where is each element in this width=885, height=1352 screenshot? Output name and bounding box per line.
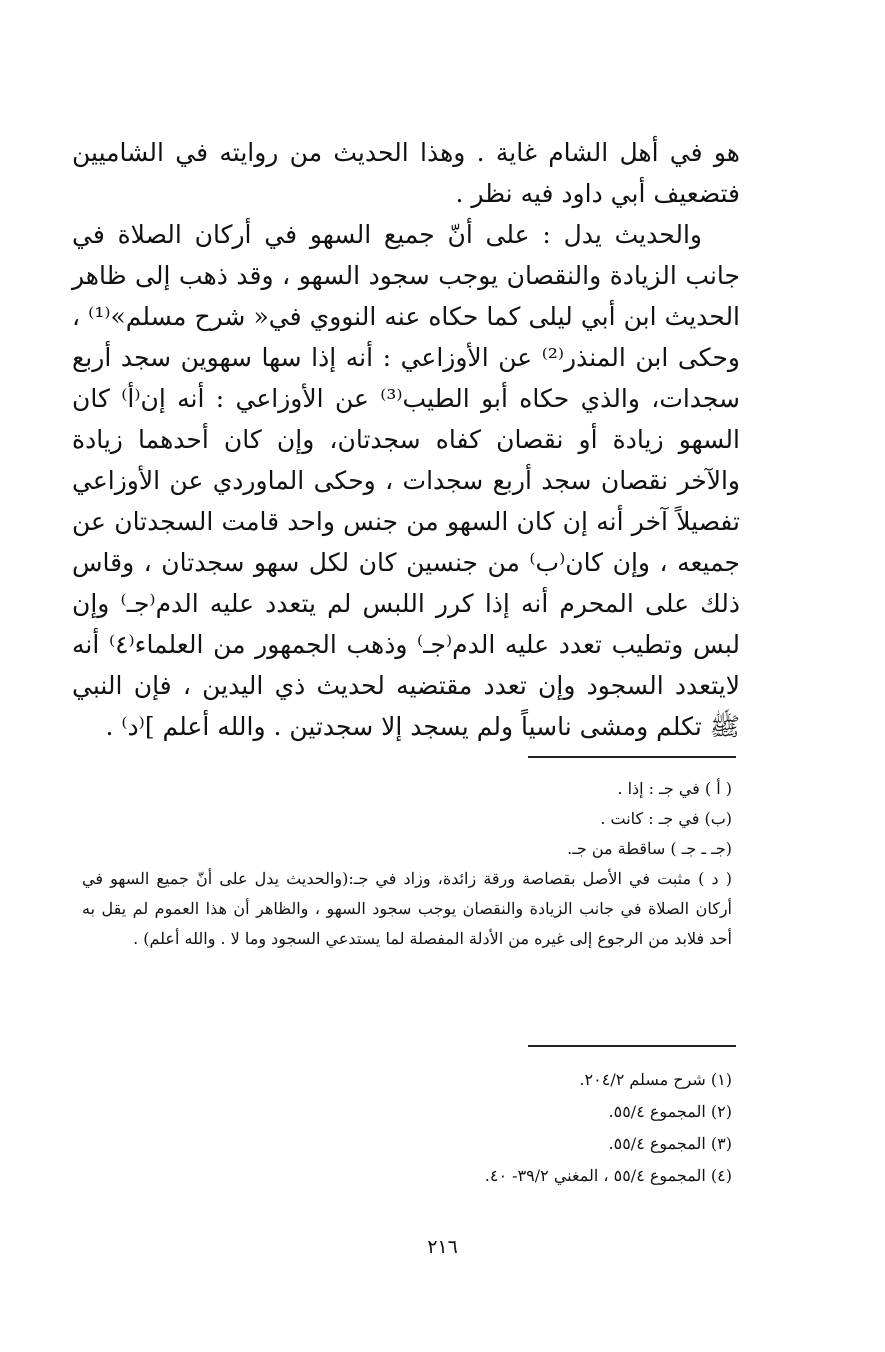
source-note-1: (١) شرح مسلم ٢٠٤/٢.	[579, 1070, 732, 1089]
variant-footnotes	[82, 774, 732, 954]
source-note-4: (٤) المجموع ٥٥/٤ ، المغني ٣٩/٢- ٤٠.	[484, 1166, 732, 1185]
variant-note-c: (جـ ـ جـ ) ساقطة من جـ.	[567, 839, 732, 858]
paragraph-continuation: هو في أهل الشام غاية . وهذا الحديث من روايته في الشاميين فتضعيف أبي داود فيه نظر .	[72, 138, 740, 208]
footnote-separator-sources	[528, 1045, 736, 1047]
footnote-separator-variants	[528, 756, 736, 758]
paragraph-hadith-discussion: والحديث يدل : على أنّ جميع السهو في أركان الصلاة في جانب الزيادة والنقصان يوجب سجود السهو ، وقد ذهب إلى ظاهر الحديث ابن أبي ليلى كما حكاه عنه النووي في« شرح مسلم»⁽¹⁾ ، وحكى ابن المنذر⁽²⁾ عن الأوزاعي : أنه إذا سها سهوين سجد أربع سجدات، والذي حكاه أبو الطيب⁽³⁾ عن الأوزاعي : أنه إن⁽أ⁾ كان السهو زيادة أو نقصان كفاه سجدتان، وإن كان أحدهما زيادة والآخر نقصان سجد أربع سجدات ، وحكى الماوردي عن الأوزاعي تفصيلاً آخر أنه إن كان السهو من جنس واحد قامت السجدتان عن جميعه ، وإن كان⁽ب⁾ من جنسين كان لكل سهو سجدتان ، وقاس ذلك على المحرم أنه إذا كرر اللبس لم يتعدد عليه الدم⁽جـ⁾ وإن لبس وتطيب تعدد عليه الدم⁽جـ⁾ وذهب الجمهور من العلماء⁽٤⁾ أنه لايتعدد السجود وإن تعدد مقتضيه لحديث ذي اليدين ، فإن النبي ﷺ تكلم ومشى ناسياً ولم يسجد إلا سجدتين . والله أعلم ]⁽د⁾ .	[72, 220, 741, 741]
variant-note-b: (ب) في جـ : كانت .	[600, 809, 732, 828]
variant-note-a: ( أ ) في جـ : إذا .	[617, 779, 732, 798]
page-number: ٢١٦	[427, 1236, 458, 1258]
main-body-text	[72, 132, 740, 747]
variant-note-d: ( د ) مثبت في الأصل بقصاصة ورقة زائدة، وزاد في جـ:(والحديث يدل على أنّ جميع السهو في أركان الصلاة في جانب الزيادة والنقصان يوجب سجود السهو ، والظاهر أن هذا العموم لم يقل به أحد فلابد من الرجوع إلى غيره من الأدلة المفصلة لما يستدعي السجود وما لا . والله أعلم) .	[82, 869, 732, 948]
source-note-3: (٣) المجموع ٥٥/٤.	[608, 1134, 732, 1153]
source-note-2: (٢) المجموع ٥٥/٤.	[608, 1102, 732, 1121]
source-footnotes	[82, 1064, 732, 1192]
